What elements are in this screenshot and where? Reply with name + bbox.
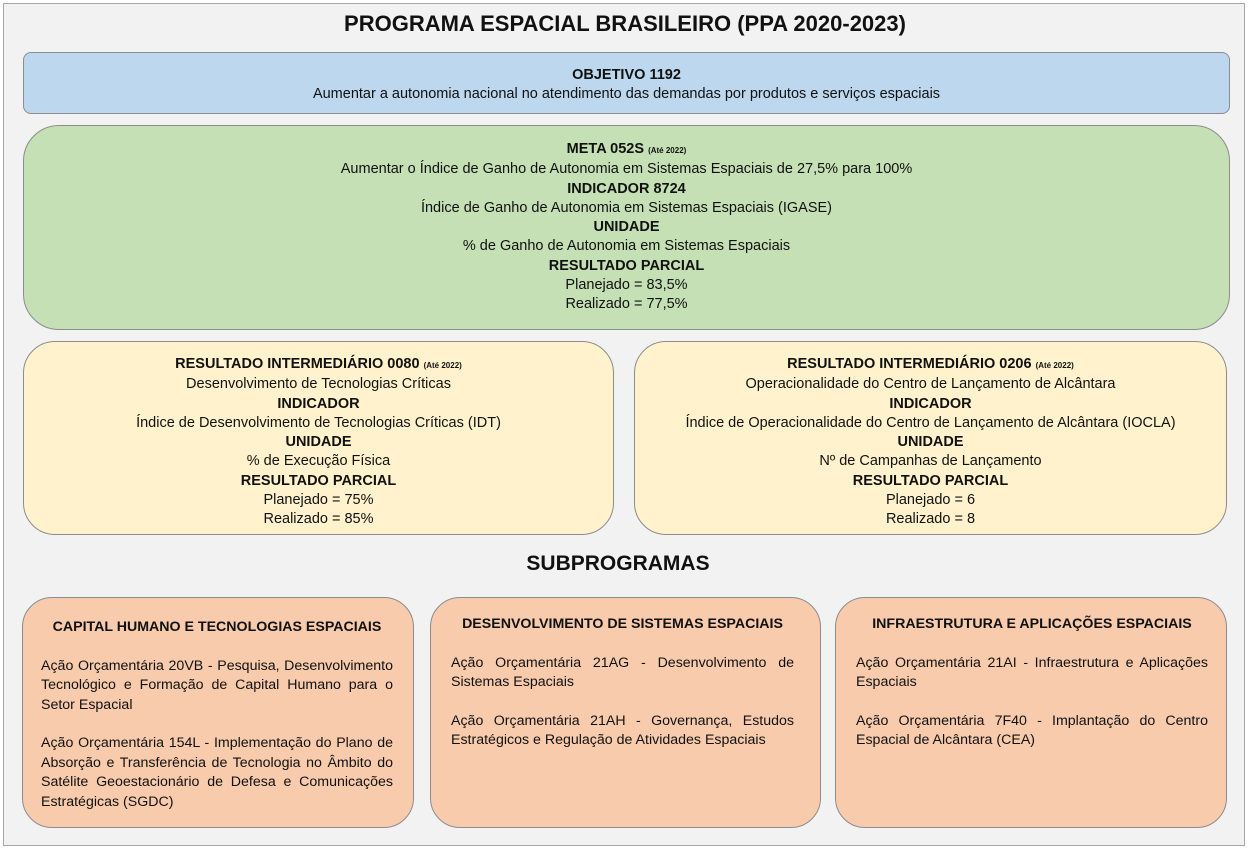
subprograma-infraestrutura-box — [835, 597, 1227, 828]
ri-unidade-text: % de Execução Física — [246, 453, 391, 470]
meta-indicador-label: INDICADOR 8724 — [567, 180, 686, 197]
meta-heading: META 052S — [566, 141, 645, 157]
ri-resultado-label: RESULTADO PARCIAL — [240, 472, 397, 489]
meta-resultado-label: RESULTADO PARCIAL — [548, 257, 705, 274]
meta-realizado: Realizado = 77,5% — [565, 296, 688, 313]
acao-orcamentaria: Ação Orçamentária 20VB - Pesquisa, Desenvolvimento Tecnológico e Formação de Capital Humano para o Setor Espacial — [41, 657, 393, 713]
resultado-intermediario-0080-box — [23, 341, 614, 535]
resultado-intermediario-0206-box — [634, 341, 1227, 535]
objetivo-text: Aumentar a autonomia nacional no atendimento das demandas por produtos e serviços espaciais — [312, 86, 941, 103]
ri-planejado: Planejado = 75% — [263, 492, 374, 509]
subprograma-heading: DESENVOLVIMENTO DE SISTEMAS ESPACIAIS — [462, 616, 783, 632]
ri-indicador-label: INDICADOR — [889, 395, 972, 412]
ri-text: Operacionalidade do Centro de Lançamento de Alcântara — [745, 376, 1116, 393]
subprograma-heading: INFRAESTRUTURA E APLICAÇÕES ESPACIAIS — [872, 616, 1192, 632]
ri-heading: RESULTADO INTERMEDIÁRIO 0080 — [175, 356, 420, 372]
meta-unidade-text: % de Ganho de Autonomia em Sistemas Espaciais — [462, 238, 791, 255]
acao-orcamentaria: Ação Orçamentária 21AI - Infraestrutura e Aplicações Espaciais — [856, 654, 1208, 690]
ri-resultado-label: RESULTADO PARCIAL — [852, 472, 1009, 489]
meta-planejado: Planejado = 83,5% — [565, 277, 688, 294]
ri-indicador-label: INDICADOR — [277, 395, 360, 412]
acao-orcamentaria: Ação Orçamentária 154L - Implementação do Plano de Absorção e Transferência de Tecnologia no Âmbito do Satélite Geoestacionário de Defesa e Comunicações Estratégicas (SGDC) — [41, 735, 393, 810]
meta-box — [23, 125, 1230, 330]
acao-orcamentaria: Ação Orçamentária 21AH - Governança, Estudos Estratégicos e Regulação de Atividades Espaciais — [451, 712, 794, 748]
ri-unidade-label: UNIDADE — [285, 434, 352, 451]
meta-text: Aumentar o Índice de Ganho de Autonomia em Sistemas Espaciais de 27,5% para 100% — [340, 161, 913, 178]
subprogramas-title: SUBPROGRAMAS — [526, 552, 710, 575]
ri-planejado: Planejado = 6 — [885, 492, 976, 509]
ri-unidade-text: Nº de Campanhas de Lançamento — [819, 453, 1042, 470]
subprograma-heading: CAPITAL HUMANO E TECNOLOGIAS ESPACIAIS — [52, 619, 382, 635]
ri-text: Desenvolvimento de Tecnologias Críticas — [186, 376, 451, 393]
subprograma-desenvolvimento-box — [430, 597, 821, 828]
subprograma-capital-humano-box — [22, 597, 414, 828]
meta-heading-note: (Até 2022) — [648, 146, 687, 155]
acao-orcamentaria: Ação Orçamentária 21AG - Desenvolvimento de Sistemas Espaciais — [451, 654, 794, 690]
acao-orcamentaria: Ação Orçamentária 7F40 - Implantação do Centro Espacial de Alcântara (CEA) — [856, 712, 1208, 748]
objetivo-heading: OBJETIVO 1192 — [572, 67, 681, 83]
ri-indicador-text: Índice de Desenvolvimento de Tecnologias Críticas (IDT) — [136, 414, 501, 431]
objetivo-box — [23, 52, 1230, 114]
ri-unidade-label: UNIDADE — [897, 434, 964, 451]
ri-heading-note: (Até 2022) — [1035, 361, 1074, 370]
ri-indicador-text: Índice de Operacionalidade do Centro de Lançamento de Alcântara (IOCLA) — [685, 414, 1176, 431]
diagram-title: PROGRAMA ESPACIAL BRASILEIRO (PPA 2020-2023) — [344, 11, 906, 36]
meta-unidade-label: UNIDADE — [593, 219, 660, 236]
ri-heading: RESULTADO INTERMEDIÁRIO 0206 — [787, 356, 1032, 372]
ri-heading-note: (Até 2022) — [423, 361, 462, 370]
meta-indicador-text: Índice de Ganho de Autonomia em Sistemas Espaciais (IGASE) — [420, 199, 833, 216]
ri-realizado: Realizado = 8 — [885, 511, 976, 528]
ri-realizado: Realizado = 85% — [263, 511, 374, 528]
